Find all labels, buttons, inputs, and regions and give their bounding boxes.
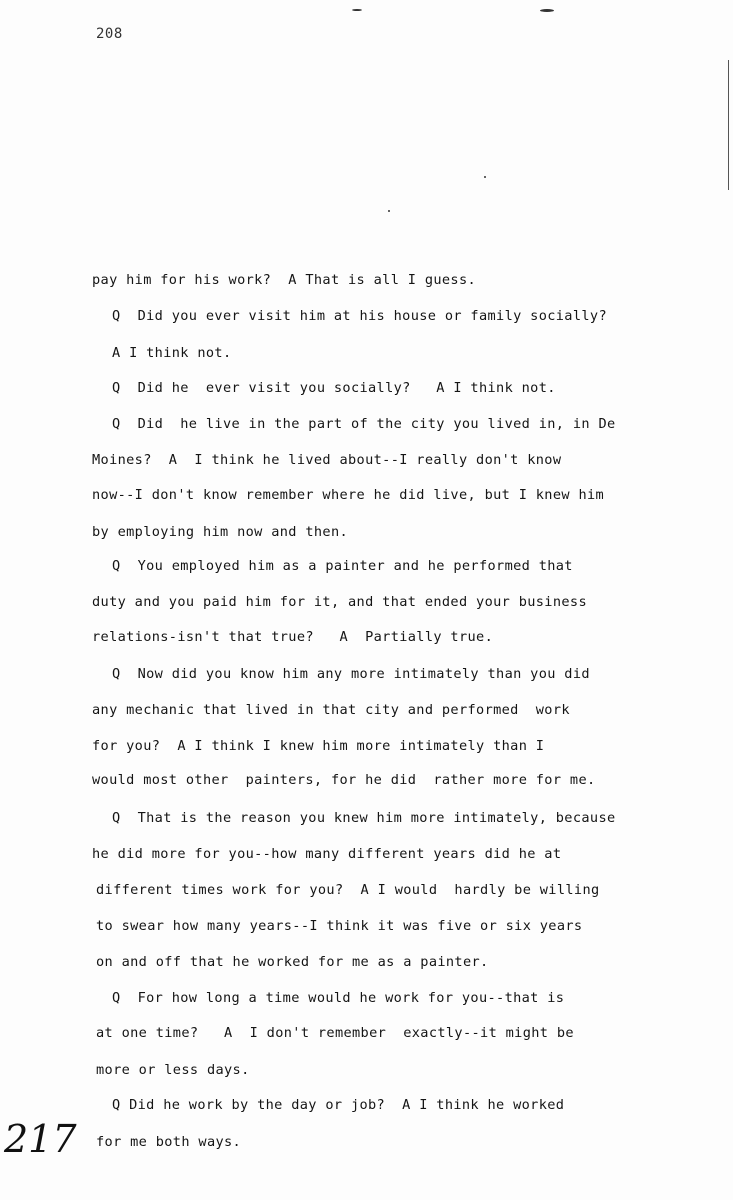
speck: [540, 9, 554, 12]
transcript-line: Q Did he live in the part of the city you lived in, in De: [112, 416, 616, 432]
transcript-line: Q You employed him as a painter and he performed that: [112, 558, 573, 574]
transcript-line: pay him for his work? A That is all I guess.: [92, 272, 477, 288]
speck: [352, 9, 362, 11]
speck: [388, 210, 390, 212]
transcript-line: Q Did you ever visit him at his house or family socially?: [112, 308, 607, 324]
speck: [484, 176, 486, 178]
transcript-line: by employing him now and then.: [92, 524, 349, 540]
transcript-line: A I think not.: [112, 345, 232, 361]
page-edge-line: [728, 60, 729, 190]
handwritten-margin-note: 217: [4, 1117, 77, 1161]
transcript-line: Moines? A I think he lived about--I really don't know: [92, 452, 562, 468]
transcript-line: would most other painters, for he did rather more for me.: [92, 772, 596, 788]
transcript-line: Q Did he ever visit you socially? A I think not.: [112, 380, 556, 396]
transcript-line: for you? A I think I knew him more intimately than I: [92, 738, 545, 754]
transcript-line: more or less days.: [96, 1062, 250, 1078]
transcript-line: at one time? A I don't remember exactly--it might be: [96, 1025, 574, 1041]
transcript-line: to swear how many years--I think it was five or six years: [96, 918, 583, 934]
transcript-line: Q Did he work by the day or job? A I think he worked: [112, 1097, 565, 1113]
transcript-line: Q For how long a time would he work for you--that is: [112, 990, 565, 1006]
page-number: 208: [96, 26, 123, 42]
transcript-line: relations-isn't that true? A Partially true.: [92, 629, 494, 645]
transcript-line: now--I don't know remember where he did live, but I knew him: [92, 487, 605, 503]
transcript-line: on and off that he worked for me as a painter.: [96, 954, 489, 970]
transcript-line: any mechanic that lived in that city and performed work: [92, 702, 570, 718]
transcript-line: he did more for you--how many different years did he at: [92, 846, 562, 862]
transcript-line: duty and you paid him for it, and that ended your business: [92, 594, 587, 610]
transcript-line: different times work for you? A I would hardly be willing: [96, 882, 600, 898]
transcript-line: for me both ways.: [96, 1134, 242, 1150]
transcript-line: Q Now did you know him any more intimately than you did: [112, 666, 590, 682]
transcript-line: Q That is the reason you knew him more intimately, because: [112, 810, 616, 826]
